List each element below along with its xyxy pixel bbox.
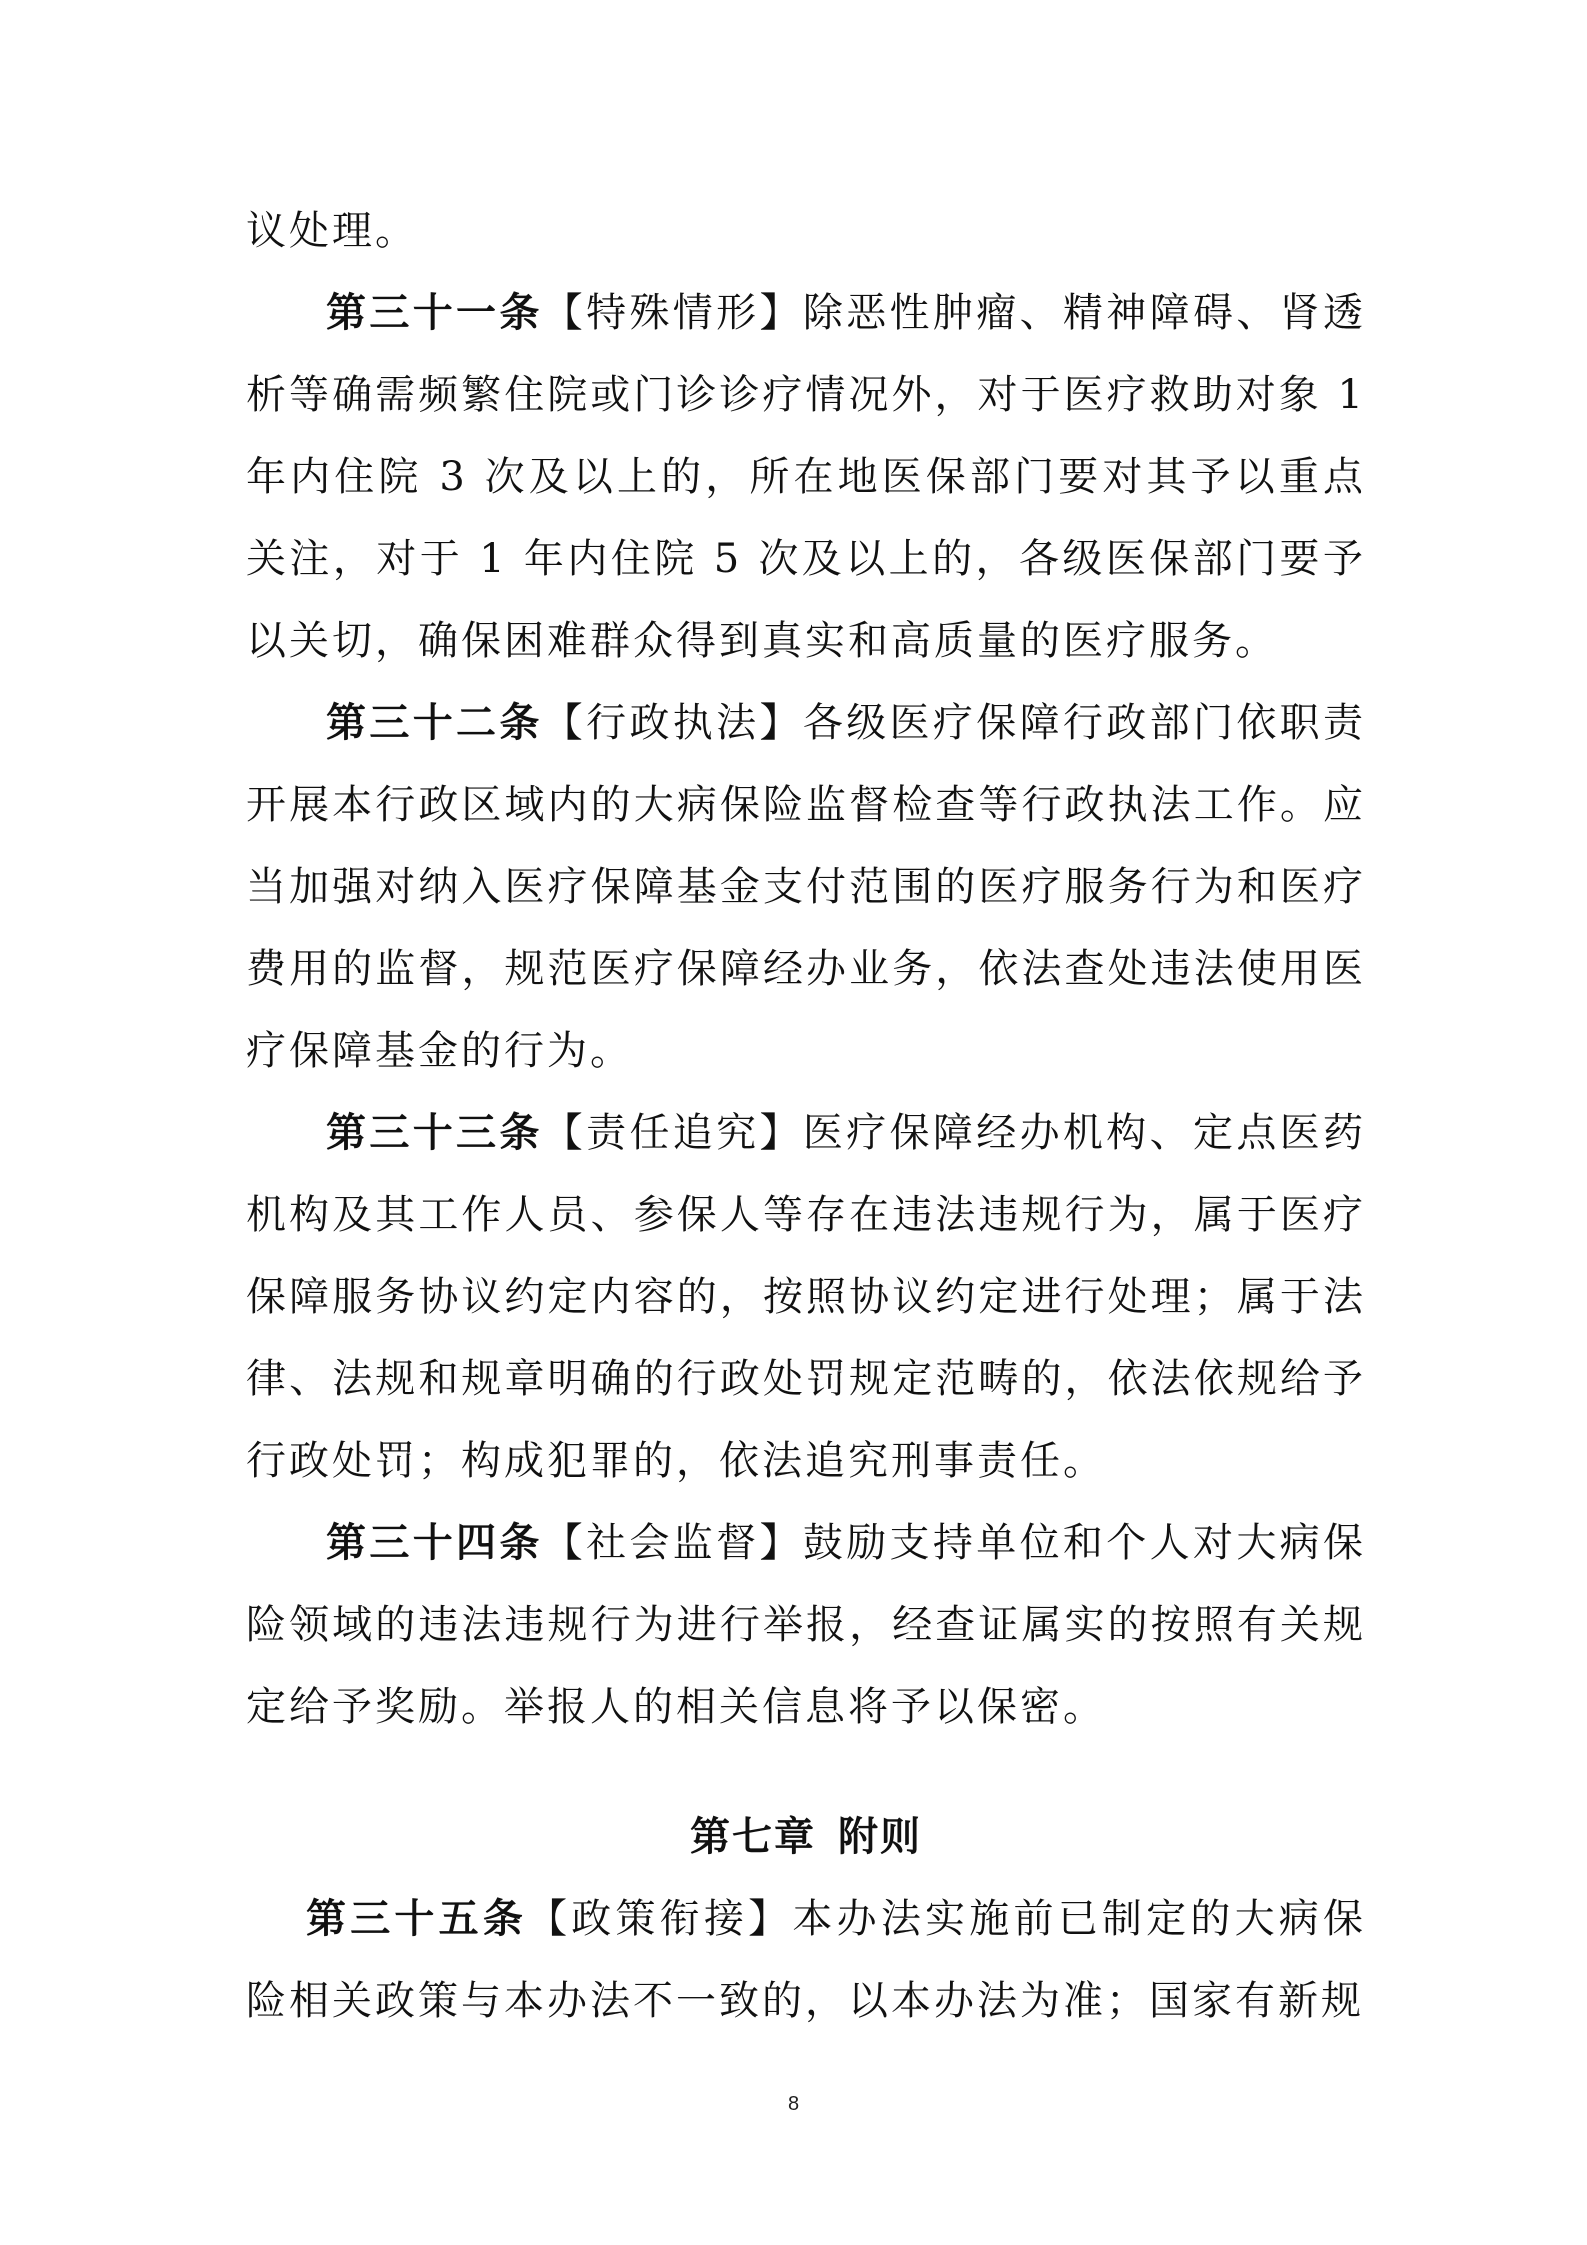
article-title: 【行政执法】 — [542, 700, 803, 746]
article-text: 各级医疗保障行政部门依职责开展本行政区域内的大病保险监督检查等行政执法工作。应当加强对纳入医疗保障基金支付范围的医疗服务行为和医疗费用的监督，规范医疗保障经办业务，依法查处违法使用医疗保障基金的行为。 — [246, 700, 1367, 1074]
paragraph-continuation — [246, 190, 1366, 272]
article-34 — [246, 1502, 1366, 1748]
article-32 — [246, 682, 1366, 1092]
article-title: 【社会监督】 — [542, 1520, 803, 1566]
article-number: 第三十五条 — [306, 1896, 528, 1942]
article-35 — [246, 1878, 1366, 2042]
paragraph-text: 议处理。 — [246, 208, 418, 254]
chapter-number: 第七章 — [690, 1814, 816, 1860]
page-number: 8 — [787, 2093, 800, 2115]
article-number: 第三十二条 — [326, 700, 543, 746]
chapter-name: 附则 — [838, 1814, 922, 1860]
article-text: 鼓励支持单位和个人对大病保险领域的违法违规行为进行举报，经查证属实的按照有关规定给予奖励。举报人的相关信息将予以保密。 — [246, 1520, 1367, 1730]
article-text: 除恶性肿瘤、精神障碍、肾透析等确需频繁住院或门诊诊疗情况外，对于医疗救助对象 1 年内住院 3 次及以上的，所在地医保部门要对其予以重点关注，对于 1 年内住院 5 次及以上的，各级医保部门要予以关切，确保困难群众得到真实和高质量的医疗服务。 — [246, 290, 1367, 664]
article-title: 【特殊情形】 — [542, 290, 803, 336]
article-text: 医疗保障经办机构、定点医药机构及其工作人员、参保人等存在违法违规行为，属于医疗保障服务协议约定内容的，按照协议约定进行处理；属于法律、法规和规章明确的行政处罚规定范畴的，依法依规给予行政处罚；构成犯罪的，依法追究刑事责任。 — [246, 1110, 1367, 1484]
article-number: 第三十三条 — [326, 1110, 543, 1156]
article-number: 第三十四条 — [326, 1520, 543, 1566]
article-title: 【责任追究】 — [542, 1110, 803, 1156]
chapter-heading — [246, 1748, 1366, 1878]
document-body — [246, 190, 1366, 2042]
article-text: 本办法实施前已制定的大病保险相关政策与本办法不一致的，以本办法为准；国家有新规 — [246, 1896, 1367, 2024]
article-title: 【政策衔接】 — [527, 1896, 793, 1942]
article-33 — [246, 1092, 1366, 1502]
article-31 — [246, 272, 1366, 682]
article-number: 第三十一条 — [326, 290, 543, 336]
